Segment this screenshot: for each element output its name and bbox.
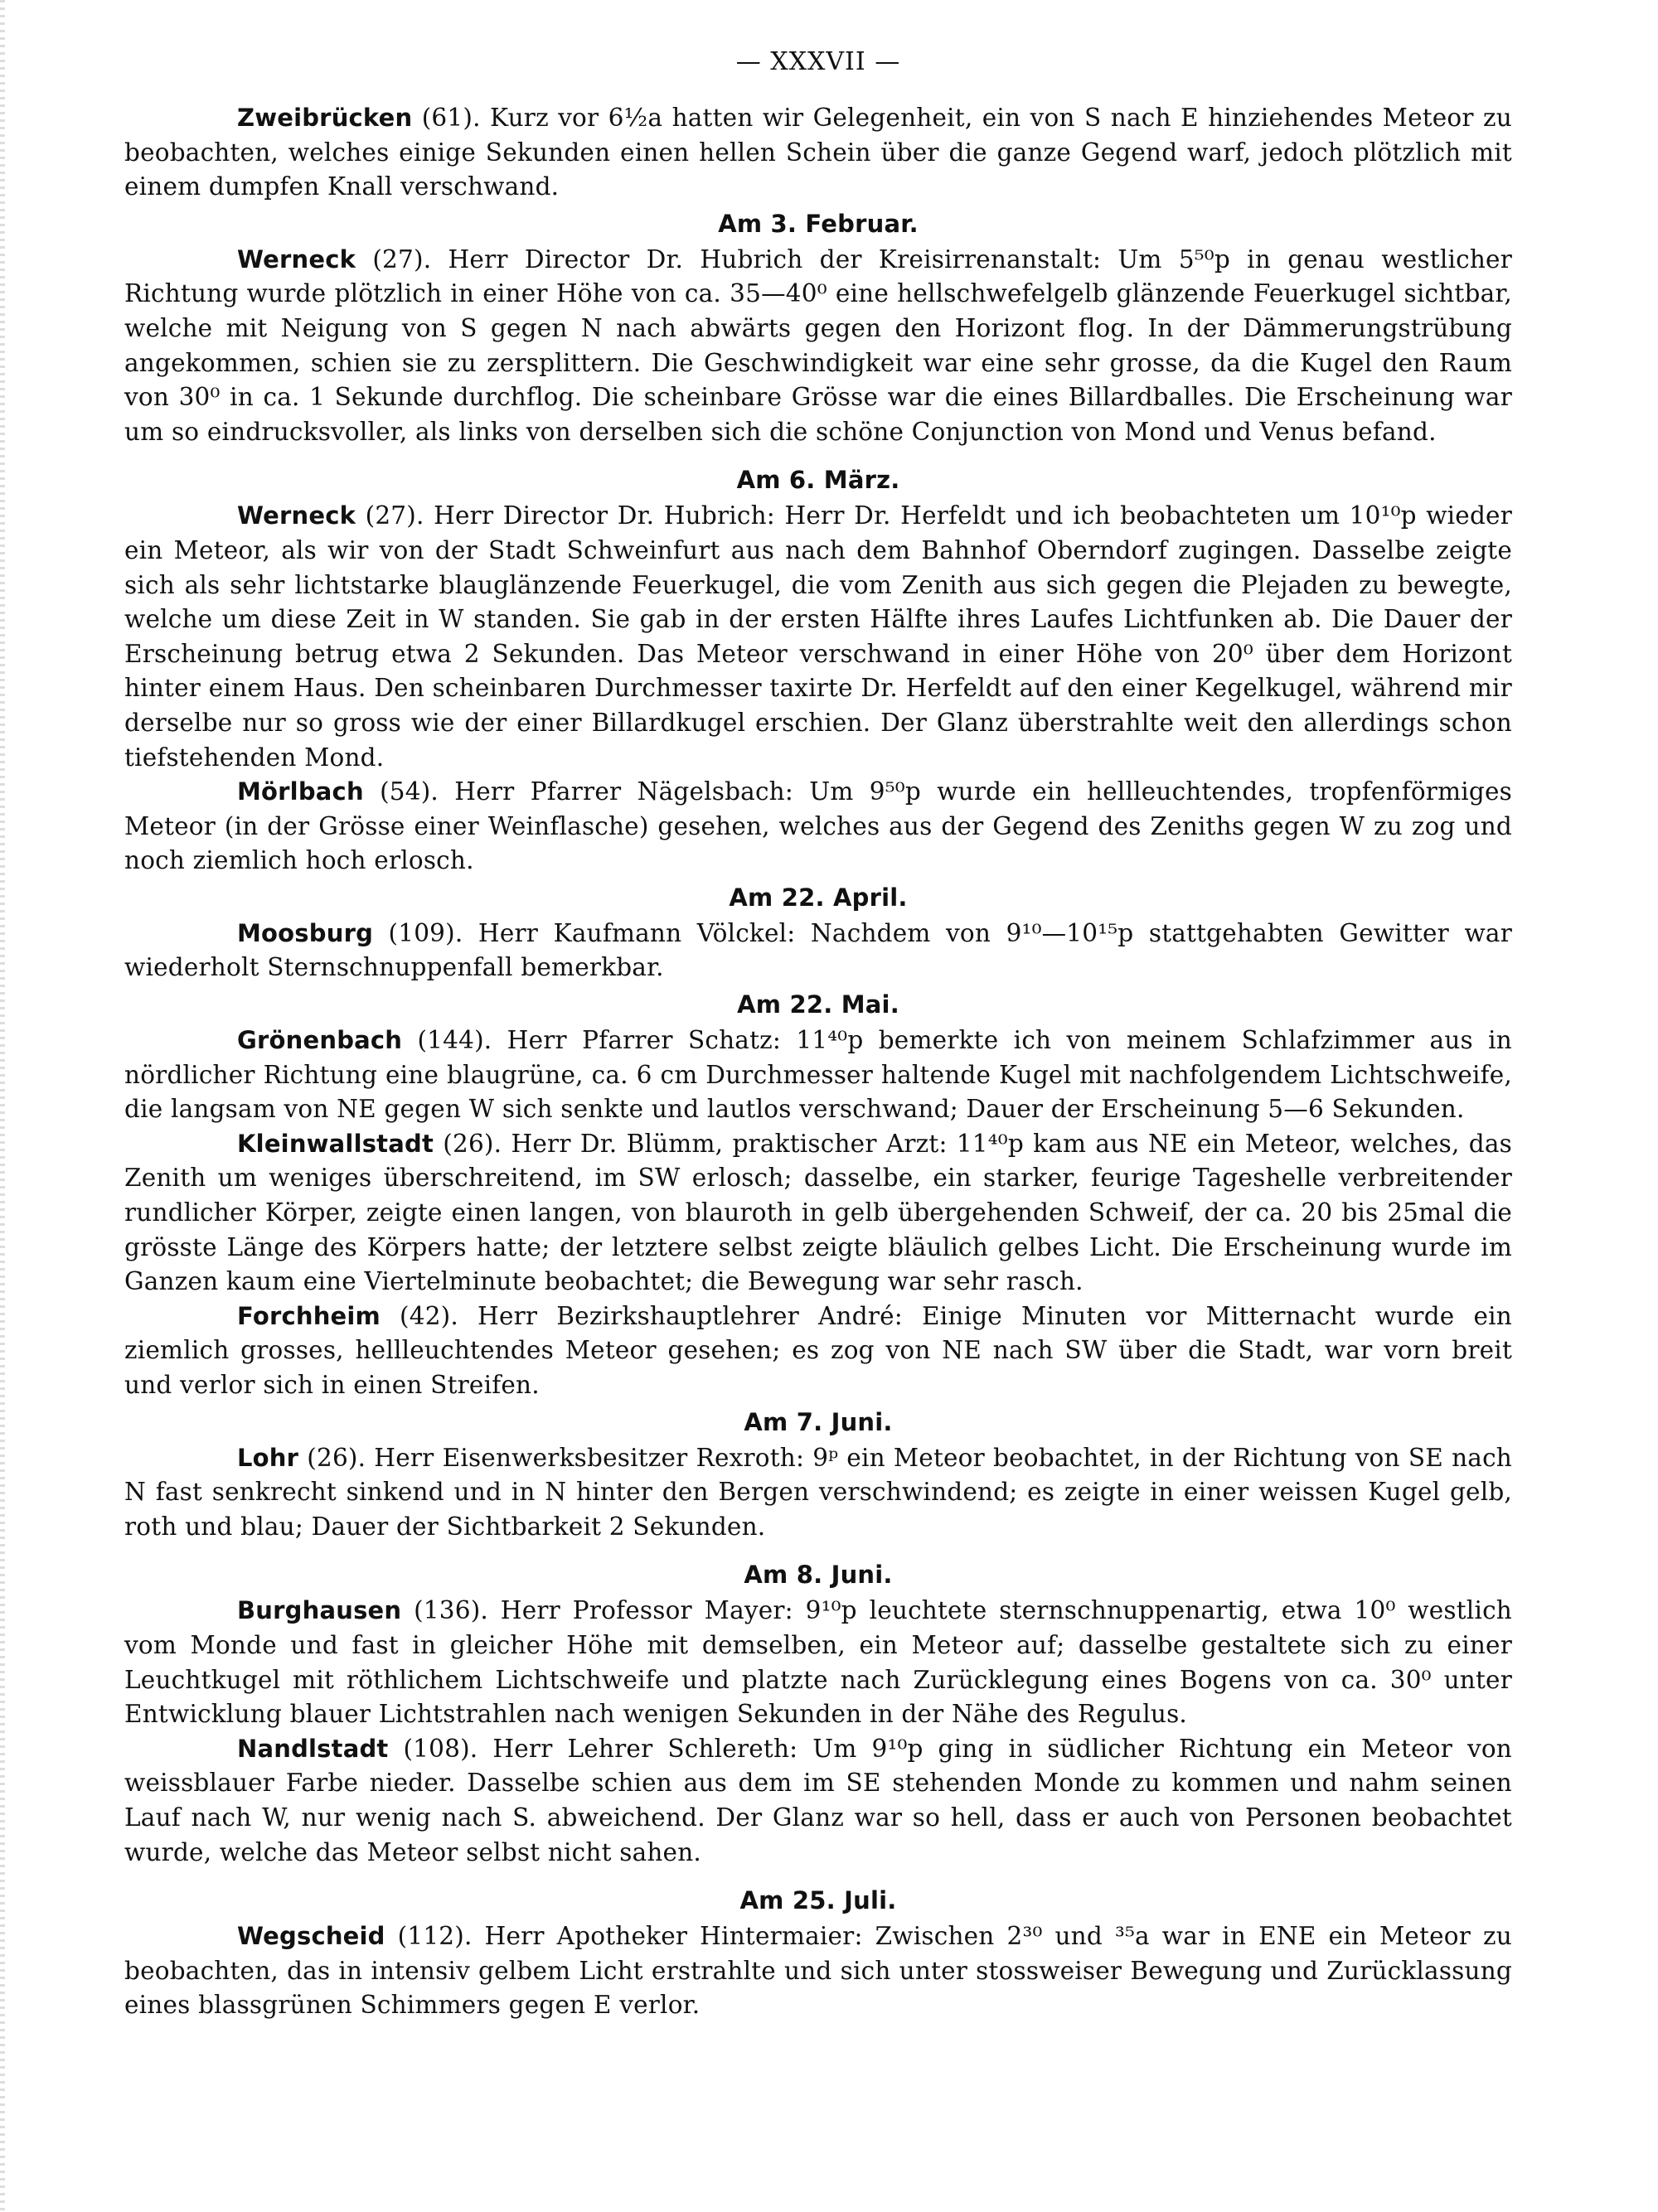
entry-wegscheid xyxy=(124,1919,1512,2023)
entry-moosburg xyxy=(124,917,1512,985)
entry-lohr xyxy=(124,1441,1512,1545)
date-heading: Am 3. Februar. xyxy=(718,209,919,238)
date-heading: Am 8. Juni. xyxy=(744,1561,893,1590)
entry-text: (112). Herr Apotheker Hintermaier: Zwischen 2³⁰ und ³⁵a war in ENE ein Meteor zu beobachten, das in intensiv gelbem Licht erstrahlte und sich unter stossweiser Bewegung und Zurücklassung eines blassgrünen Schimmers gegen E verlor. xyxy=(124,1922,1512,2020)
document-page xyxy=(124,41,1512,2023)
entry-text: (26). Herr Eisenwerksbesitzer Rexroth: 9ᵖ ein Meteor beobachtet, in der Richtung von SE nach N fast senkrecht sinkend und in N hinter den Bergen verschwindend; es zeigte in einer weissen Kugel gelb, roth und blau; Dauer der Sichtbarkeit 2 Sekunden. xyxy=(124,1443,1512,1541)
entry-werneck-2 xyxy=(124,499,1512,775)
place-name: Burghausen xyxy=(237,1596,402,1625)
place-name: Forchheim xyxy=(237,1301,381,1330)
place-name: Werneck xyxy=(237,244,356,273)
entry-text: (61). Kurz vor 6½a hatten wir Gelegenheit, ein von S nach E hinziehendes Meteor zu beobachten, welches einige Sekunden einen hellen Schein über die ganze Gegend warf, jedoch plötzlich mit einem dumpfen Knall verschwand. xyxy=(124,104,1512,201)
entry-kleinwallstadt xyxy=(124,1127,1512,1300)
place-name: Werneck xyxy=(237,501,356,530)
entry-text: (54). Herr Pfarrer Nägelsbach: Um 9⁵⁰p wurde ein hellleuchtendes, tropfenförmiges Meteor (in der Grösse einer Weinflasche) gesehen, welches aus der Gegend des Zeniths gegen W zu zog und noch ziemlich hoch erlosch. xyxy=(124,777,1512,875)
place-name: Nandlstadt xyxy=(237,1734,389,1763)
date-heading: Am 6. März. xyxy=(736,466,900,495)
entry-text: (42). Herr Bezirkshauptlehrer André: Einige Minuten vor Mitternacht wurde ein ziemlich grosses, hellleuchtendes Meteor gesehen; es zog von NE nach SW über die Stadt, war vorn breit und verlor sich in einen Streifen. xyxy=(124,1301,1512,1399)
place-name: Zweibrücken xyxy=(237,104,413,132)
entry-forchheim xyxy=(124,1300,1512,1403)
date-heading: Am 22. Mai. xyxy=(737,990,899,1019)
place-name: Grönenbach xyxy=(237,1026,403,1055)
entry-text: (136). Herr Professor Mayer: 9¹⁰p leuchtete sternschnuppenartig, etwa 10⁰ westlich vom Monde und fast in gleicher Höhe mit demselben, ein Meteor auf; dasselbe gestaltete sich zu einer Leuchtkugel mit röthlichem Lichtschweife und platzte nach Zurücklegung eines Bogens von ca. 30⁰ unter Entwicklung blauer Lichtstrahlen nach wenigen Sekunden in der Nähe des Regulus. xyxy=(124,1596,1512,1729)
place-name: Moosburg xyxy=(237,918,374,947)
place-name: Lohr xyxy=(237,1443,299,1472)
entry-nandlstadt xyxy=(124,1732,1512,1870)
place-name: Wegscheid xyxy=(237,1922,385,1951)
date-heading: Am 25. Juli. xyxy=(739,1886,897,1915)
entry-text: (27). Herr Director Dr. Hubrich der Kreisirrenanstalt: Um 5⁵⁰p in genau westlicher Richtung wurde plötzlich in einer Höhe von ca. 35—40⁰ eine hellschwefelgelb glänzende Feuerkugel sichtbar, welche mit Neigung von S gegen N nach abwärts gegen den Horizont flog. In der Dämmerungstrübung angekommen, schien sie zu zersplittern. Die Geschwindigkeit war eine sehr grosse, da die Kugel den Raum von 30⁰ in ca. 1 Sekunde durchflog. Die scheinbare Grösse war die eines Billardballes. Die Erscheinung war um so eindrucksvoller, als links von derselben sich die schöne Conjunction von Mond und Venus befand. xyxy=(124,244,1512,446)
entry-zweibruecken xyxy=(124,101,1512,205)
date-heading: Am 7. Juni. xyxy=(744,1407,893,1436)
entry-text: (27). Herr Director Dr. Hubrich: Herr Dr. Herfeldt und ich beobachteten um 10¹⁰p wieder ein Meteor, als wir von der Stadt Schweinfurt aus nach dem Bahnhof Oberndorf zugingen. Dasselbe zeigte sich als sehr lichtstarke blauglänzende Feuerkugel, die vom Zenith aus sich gegen die Plejaden zu bewegte, welche um diese Zeit in W standen. Sie gab in der ersten Hälfte ihres Laufes Lichtfunken ab. Die Dauer der Erscheinung betrug etwa 2 Sekunden. Das Meteor verschwand in einer Höhe von 20⁰ über dem Horizont hinter einem Haus. Den scheinbaren Durchmesser taxirte Dr. Herfeldt auf den einer Kegelkugel, während mir derselbe nur so gross wie der einer Billardkugel erschien. Der Glanz überstrahlte weit den allerdings schon tiefstehenden Mond. xyxy=(124,501,1512,772)
place-name: Kleinwallstadt xyxy=(237,1129,434,1158)
entry-burghausen xyxy=(124,1594,1512,1731)
page-number: — XXXVII — xyxy=(735,47,901,76)
entry-werneck-1 xyxy=(124,243,1512,450)
page-edge xyxy=(0,0,5,2212)
place-name: Mörlbach xyxy=(237,777,364,806)
entry-text: (26). Herr Dr. Blümm, praktischer Arzt: 11⁴⁰p kam aus NE ein Meteor, welches, das Zenith um weniges überschreitend, im SW erlosch; dasselbe, ein starker, feurige Tageshelle verbreitender rundlicher Körper, zeigte einen langen, von blauroth in gelb übergehenden Schweif, der ca. 20 bis 25mal die grösste Länge des Körpers hatte; der letztere selbst zeigte bläulich gelbes Licht. Die Erscheinung wurde im Ganzen kaum eine Viertelminute beobachtet; die Bewegung war sehr rasch. xyxy=(124,1129,1512,1296)
date-heading: Am 22. April. xyxy=(729,883,908,912)
entry-text: (108). Herr Lehrer Schlereth: Um 9¹⁰p ging in südlicher Richtung ein Meteor von weissblauer Farbe nieder. Dasselbe schien aus dem im SE stehenden Monde zu kommen und nahm seinen Lauf nach W, nur wenig nach S. abweichend. Der Glanz war so hell, dass er auch von Personen beobachtet wurde, welche das Meteor selbst nicht sahen. xyxy=(124,1734,1512,1866)
entry-moerlbach xyxy=(124,775,1512,879)
entry-text: (109). Herr Kaufmann Völckel: Nachdem von 9¹⁰—10¹⁵p stattgehabten Gewitter war wiederholt Sternschnuppenfall bemerkbar. xyxy=(124,918,1512,982)
entry-text: (144). Herr Pfarrer Schatz: 11⁴⁰p bemerkte ich von meinem Schlafzimmer aus in nördlicher Richtung eine blaugrüne, ca. 6 cm Durchmesser haltende Kugel mit nachfolgendem Lichtschweife, die langsam von NE gegen W sich senkte und lautlos verschwand; Dauer der Erscheinung 5—6 Sekunden. xyxy=(124,1026,1512,1124)
entry-groenenbach xyxy=(124,1024,1512,1127)
